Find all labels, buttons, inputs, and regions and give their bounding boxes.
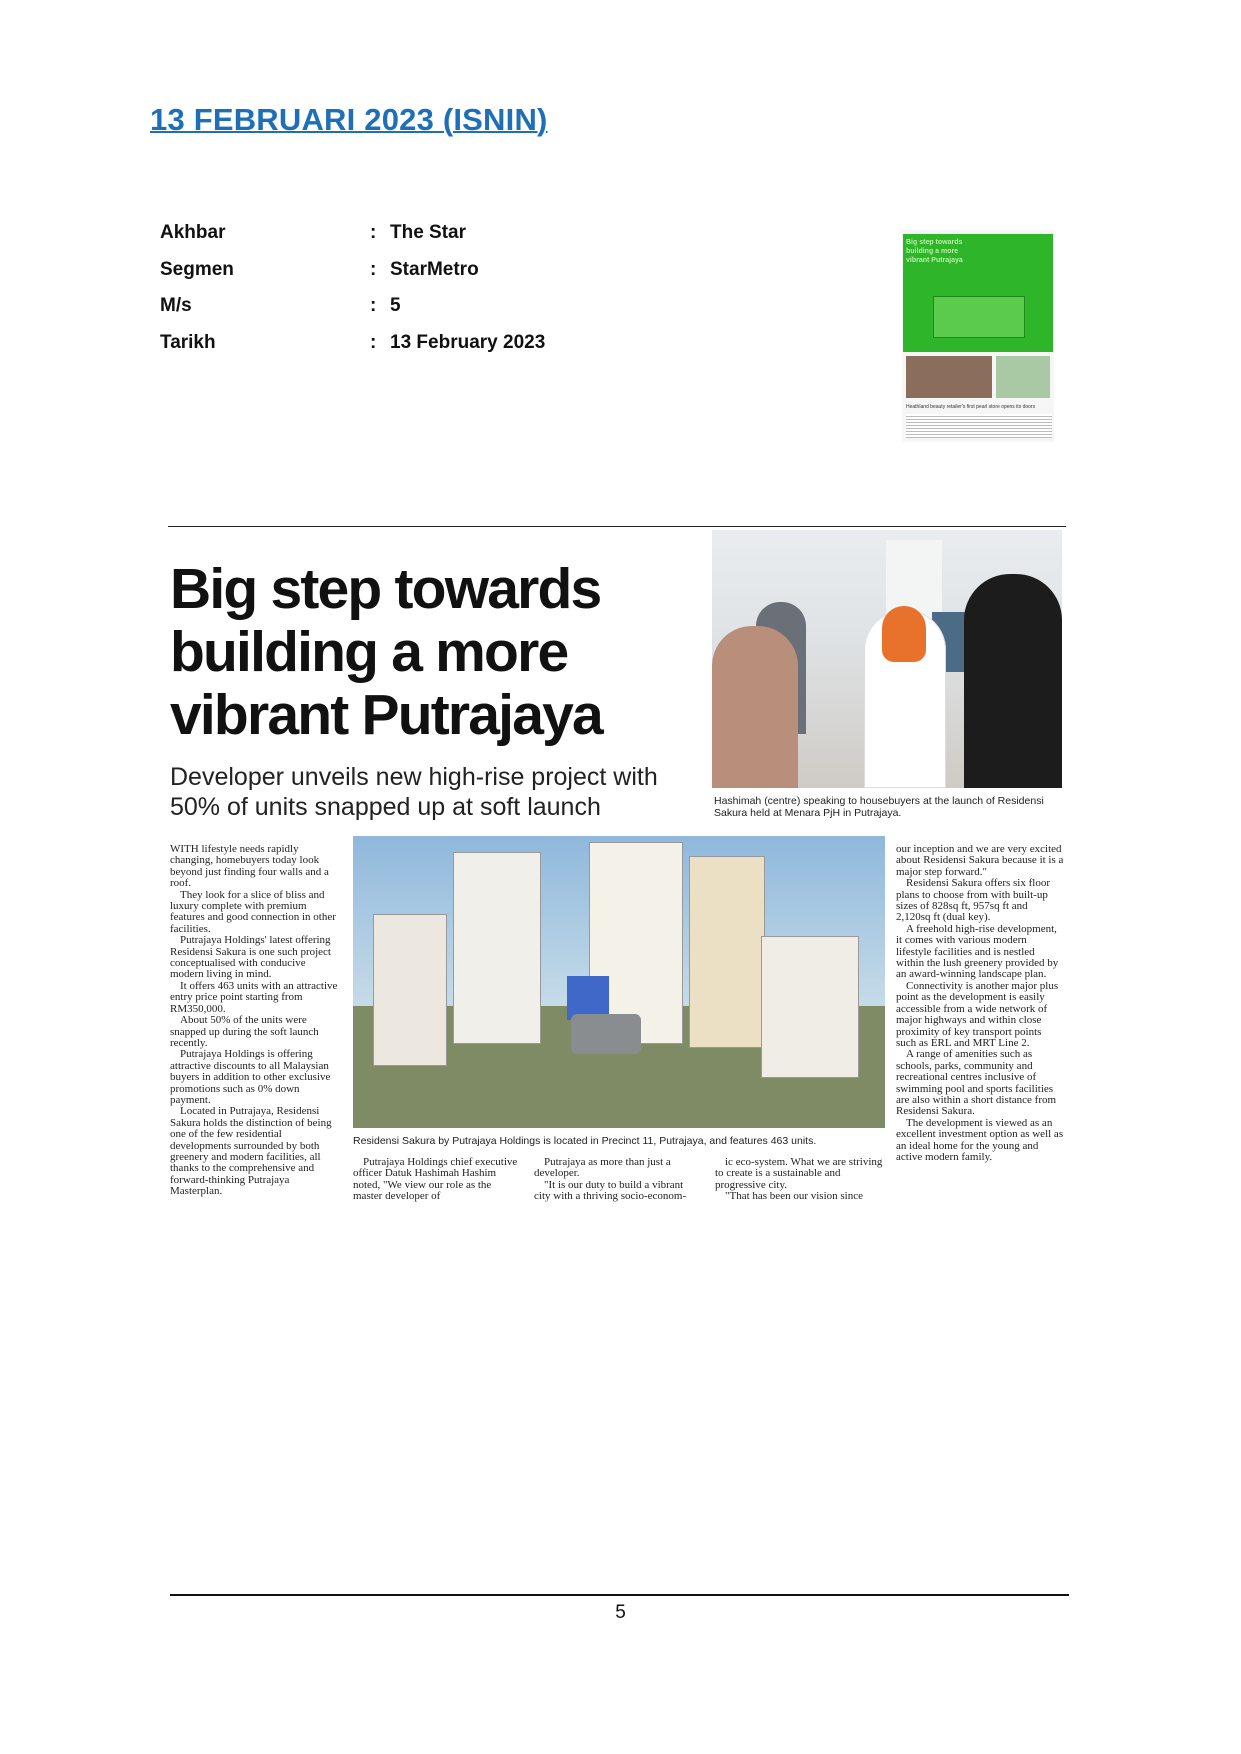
article-paragraph: Putrajaya Holdings chief executive officer Datuk Hashimah Hashim noted, "We view our role as the master developer of (353, 1156, 518, 1203)
article-paragraph: Putrajaya Holdings is offering attractive discounts to all Malaysian buyers in addition to other exclusive promotions such as 0% down payment. (170, 1048, 331, 1106)
page-number: 5 (615, 1602, 626, 1623)
thumbnail-photo (906, 356, 992, 398)
meta-label: Tarikh (160, 331, 216, 353)
article-column-2 (353, 1157, 521, 1203)
article-paragraph: A range of amenities such as schools, parks, community and recreational centres inclusive of swimming pool and sports facilities are also within a short distance from Residensi Sakura. (896, 1048, 1057, 1118)
article-paragraph: About 50% of the units were snapped up during the soft launch recently. (170, 1014, 319, 1049)
meta-colon: : (370, 222, 377, 243)
meta-label: Segmen (160, 258, 234, 280)
article-paragraph: Putrajaya as more than just a developer. (534, 1156, 671, 1180)
photo-headscarf (882, 606, 926, 662)
meta-value: 5 (390, 295, 401, 316)
article-paragraph: "That has been our vision since (725, 1190, 863, 1203)
model-entrance (571, 1014, 641, 1054)
article-column-5 (896, 844, 1064, 1163)
article-headline: Big step towards building a more vibrant Putrajaya (170, 557, 602, 747)
date-heading: 13 FEBRUARI 2023 (ISNIN) (150, 102, 548, 137)
meta-colon: : (370, 258, 377, 280)
meta-value: The Star (390, 222, 467, 243)
footer-rule (170, 1594, 1069, 1596)
article-paragraph: Connectivity is another major plus point as the development is easily accessible from a wide network of major highways and within close proximity of key transport points such as ERL and MRT Line 2. (896, 979, 1059, 1049)
residensi-sakura-model-photo (353, 836, 885, 1128)
meta-colon: : (370, 295, 377, 316)
meta-value: StarMetro (390, 258, 479, 280)
thumbnail-text-lines (906, 414, 1052, 438)
photo-caption: Residensi Sakura by Putrajaya Holdings is located in Precinct 11, Putrajaya, and features 463 units. (353, 1135, 817, 1147)
article-paragraph: "It is our duty to build a vibrant city with a thriving socio-econom- (534, 1178, 687, 1203)
thumbnail-headline: Big step towards building a more vibrant Putrajaya (906, 239, 963, 264)
article-paragraph: ic eco-system. What we are striving to create is a sustainable and progressive city. (715, 1156, 883, 1191)
model-tower (373, 914, 447, 1066)
article-paragraph: Putrajaya Holdings' latest offering Residensi Sakura is one such project conceptualised with conducive modern living in mind. (170, 934, 331, 981)
clipping-top-rule (168, 526, 1066, 527)
model-tower (453, 852, 541, 1044)
article-subheadline: Developer unveils new high-rise project with 50% of units snapped up at soft launch (170, 763, 658, 821)
launch-event-photo (712, 530, 1062, 788)
meta-label: M/s (160, 295, 192, 316)
photo-person (964, 574, 1062, 788)
article-paragraph: The development is viewed as an excellent investment option as well as an ideal home for the young and active modern family. (896, 1116, 1064, 1163)
thumbnail-photo (996, 356, 1050, 398)
article-column-3 (534, 1157, 702, 1203)
article-paragraph: our inception and we are very excited about Residensi Sakura because it is a major step forward." (896, 843, 1064, 878)
article-column-1 (170, 844, 338, 1198)
meta-colon: : (370, 331, 377, 353)
thumbnail-caption: Heathland beauty retailer's first pearl store opens its doors (906, 404, 1036, 410)
article-paragraph: WITH lifestyle needs rapidly changing, homebuyers today look beyond just finding four walls and a roof. (170, 843, 329, 890)
model-tower (761, 936, 859, 1078)
meta-label: Akhbar (160, 222, 226, 243)
article-paragraph: Residensi Sakura offers six floor plans to choose from with built-up sizes of 828sq ft, 957sq ft and 2,120sq ft (dual key). (896, 877, 1050, 924)
article-paragraph: A freehold high-rise development, it comes with various modern lifestyle facilities and is nestled within the lush greenery provided by an award-winning landscape plan. (896, 922, 1059, 981)
article-paragraph: It offers 463 units with an attractive entry price point starting from RM350,000. (170, 979, 338, 1015)
newspaper-page-thumbnail (902, 230, 1054, 442)
article-paragraph: They look for a slice of bliss and luxury complete with premium features and good connection in other facilities. (170, 888, 336, 935)
meta-value: 13 February 2023 (390, 331, 546, 353)
highlighted-article-area (903, 234, 1053, 352)
newspaper-clipping (168, 526, 1066, 1216)
article-paragraph: Located in Putrajaya, Residensi Sakura holds the distinction of being one of the few residential developments surrounded by both greenery and modern facilities, all thanks to the comprehensive and forward-thinking Putrajaya Masterplan. (170, 1105, 332, 1198)
model-tower (689, 856, 765, 1048)
article-column-4 (715, 1157, 883, 1203)
photo-caption: Hashimah (centre) speaking to housebuyers at the launch of Residensi Sakura held at Menara PjH in Putrajaya. (714, 795, 1044, 819)
thumbnail-building-image (933, 296, 1025, 338)
photo-person (712, 626, 798, 788)
